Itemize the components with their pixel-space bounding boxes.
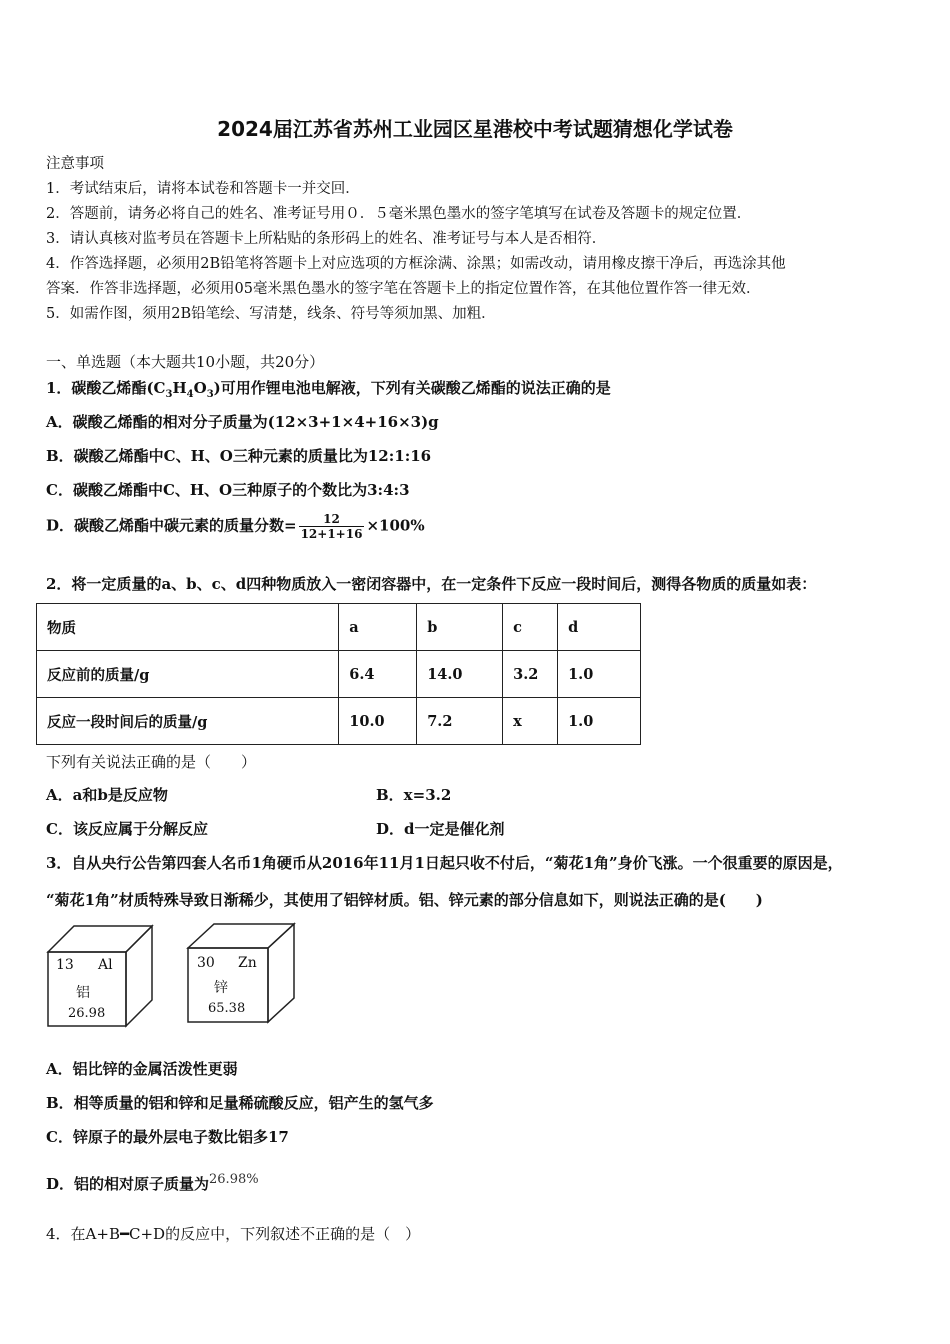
q3-option-d [46, 1172, 259, 1194]
notes-heading: 注意事项 [46, 156, 104, 172]
q2-option-a: A．a和b是反应物 [46, 786, 168, 804]
element-name: 铝 [76, 985, 90, 1001]
q1-stem-part: 1．碳酸乙烯酯(C [46, 379, 166, 397]
q1-option-a: A．碳酸乙烯酯的相对分子质量为(12×3+1×4+16×3)g [46, 413, 439, 431]
table-cell: 反应前的质量/g [37, 651, 339, 698]
q2-option-c: C．该反应属于分解反应 [46, 820, 208, 838]
table-row [37, 698, 641, 745]
q1-stem-part: )可用作锂电池电解液，下列有关碳酸乙烯酯的说法正确的是 [213, 379, 611, 397]
table-row [37, 651, 641, 698]
fraction-numerator: 12 [323, 512, 340, 526]
fraction-denominator: 12+1+16 [300, 527, 363, 541]
aluminum-element-card [46, 924, 154, 1028]
mass-table [36, 603, 641, 745]
element-symbol: Al [98, 957, 113, 973]
table-header-cell: b [417, 604, 503, 651]
table-cell: 反应一段时间后的质量/g [37, 698, 339, 745]
table-cell: 1.0 [558, 651, 641, 698]
section-heading: 一、单选题（本大题共10小题，共20分） [46, 353, 325, 371]
table-header-cell: d [558, 604, 641, 651]
atomic-number: 13 [56, 957, 74, 973]
question-3-stem-line2: “菊花1角”材质特殊导致日渐稀少，其使用了铝锌材质。铝、锌元素的部分信息如下，则说法正确的是( ) [46, 891, 763, 909]
q1-option-c: C．碳酸乙烯酯中C、H、O三种原子的个数比为3:4:3 [46, 481, 410, 499]
table-header-row [37, 604, 641, 651]
q1-subscript: 3 [206, 389, 214, 400]
question-3-stem-line1: 3．自从央行公告第四套人名币1角硬币从2016年11月1日起只收不付后，“菊花1角”身价飞涨。一个很重要的原因是， [46, 854, 843, 872]
note-item: 5．如需作图，须用2B铅笔绘、写清楚，线条、符号等须加黑、加粗． [46, 306, 496, 322]
question-2-stem: 2．将一定质量的a、b、c、d四种物质放入一密闭容器中，在一定条件下反应一段时间后，测得各物质的质量如表： [46, 575, 817, 593]
q1-d-suffix: ×100% [366, 516, 425, 535]
atomic-mass: 26.98 [68, 1006, 106, 1021]
question-4-stem: 4．在A+B━C+D的反应中，下列叙述不正确的是（ ） [46, 1225, 421, 1243]
table-cell: 10.0 [339, 698, 417, 745]
q2-option-d: D．d一定是催化剂 [376, 820, 505, 838]
q3-d-prefix: D．铝的相对原子质量为 [46, 1175, 210, 1193]
q1-stem-part: H [172, 379, 187, 397]
table-cell: 7.2 [417, 698, 503, 745]
element-name: 锌 [214, 980, 228, 996]
q1-d-prefix: D．碳酸乙烯酯中碳元素的质量分数= [46, 516, 297, 535]
table-header-cell: c [503, 604, 558, 651]
fraction [299, 512, 365, 541]
table-cell: 14.0 [417, 651, 503, 698]
note-item: 2．答题前，请务必将自己的姓名、准考证号用０．５毫米黑色墨水的签字笔填写在试卷及答题卡的规定位置． [46, 206, 752, 222]
note-item: 4．作答选择题，必须用2B铅笔将答题卡上对应选项的方框涂满、涂黑；如需改动，请用橡皮擦干净后，再选涂其他 [46, 256, 786, 272]
q1-subscript: 4 [186, 389, 194, 400]
note-item: 1．考试结束后，请将本试卷和答题卡一并交回． [46, 181, 360, 197]
table-cell: 3.2 [503, 651, 558, 698]
zinc-element-card [186, 922, 296, 1026]
table-header-cell: 物质 [37, 604, 339, 651]
page-title: 2024届江苏省苏州工业园区星港校中考试题猜想化学试卷 [217, 117, 733, 141]
table-cell: 6.4 [339, 651, 417, 698]
q3-option-c: C．锌原子的最外层电子数比铝多17 [46, 1128, 289, 1146]
q3-d-value: 26.98% [209, 1172, 259, 1187]
atomic-number: 30 [197, 955, 215, 971]
table-cell: 1.0 [558, 698, 641, 745]
question-1-stem [46, 377, 611, 400]
note-item: 3．请认真核对监考员在答题卡上所粘贴的条形码上的姓名、准考证号与本人是否相符． [46, 231, 607, 247]
q1-option-d [46, 512, 425, 541]
element-symbol: Zn [238, 955, 257, 971]
table-cell: x [503, 698, 558, 745]
q3-option-b: B．相等质量的铝和锌和足量稀硫酸反应，铝产生的氢气多 [46, 1094, 434, 1112]
note-item: 答案．作答非选择题，必须用05毫米黑色墨水的签字笔在答题卡上的指定位置作答，在其他位置作答一律无效． [46, 281, 761, 297]
atomic-mass: 65.38 [208, 1001, 246, 1016]
q1-subscript: 3 [165, 389, 173, 400]
q2-question: 下列有关说法正确的是（ ） [46, 753, 257, 771]
table-header-cell: a [339, 604, 417, 651]
q1-option-b: B．碳酸乙烯酯中C、H、O三种元素的质量比为12:1:16 [46, 447, 432, 465]
q3-option-a: A．铝比锌的金属活泼性更弱 [46, 1060, 238, 1078]
q2-option-b: B．x=3.2 [376, 786, 452, 804]
q1-stem-part: O [193, 379, 207, 397]
